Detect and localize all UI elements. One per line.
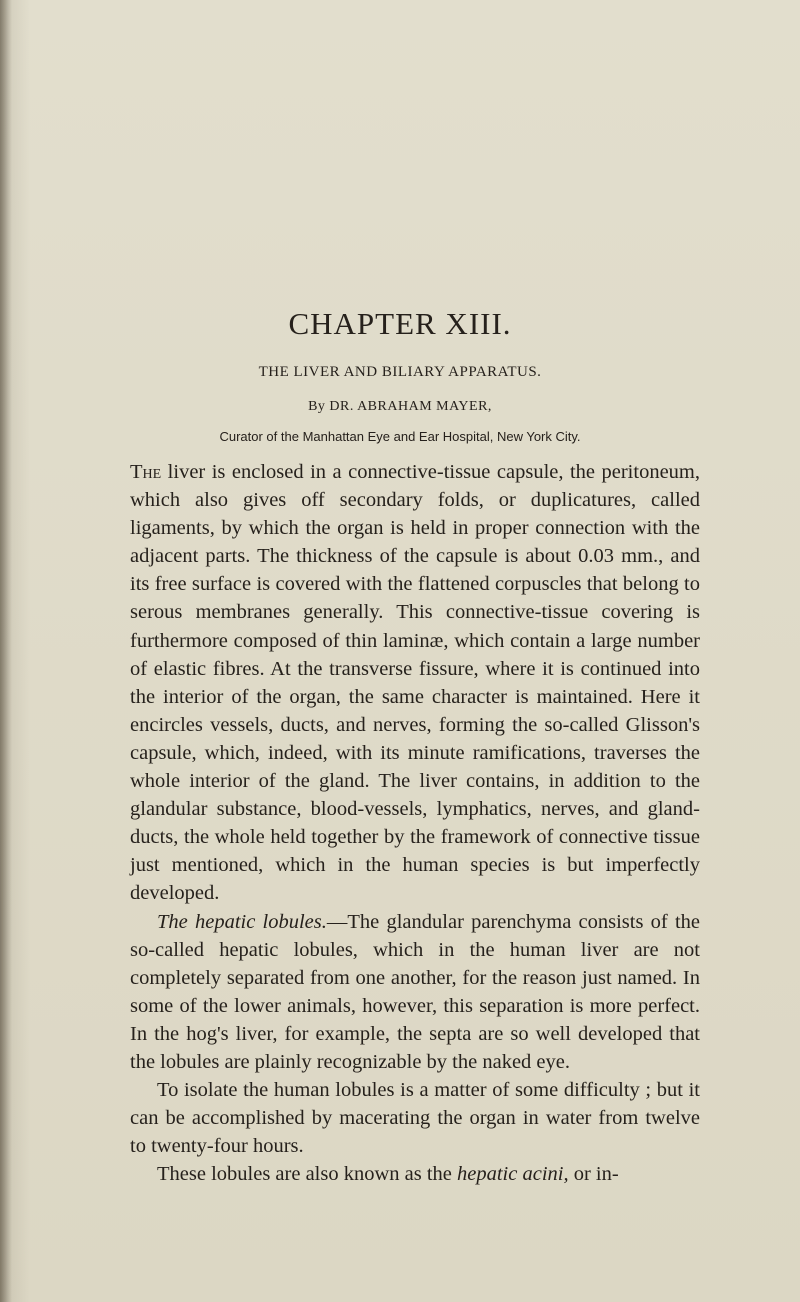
paragraph-acini-start: These lobules are also known as the bbox=[157, 1163, 452, 1186]
run-in-heading: The hepatic lobules. bbox=[157, 910, 327, 933]
author-byline: By DR. ABRAHAM MAYER, bbox=[308, 399, 492, 414]
paragraph-acini-end: or in- bbox=[573, 1163, 619, 1186]
term-hepatic-acini: hepatic acini, bbox=[457, 1163, 569, 1186]
paragraph-isolation: To isolate the human lobules is a matter of some difficulty ; but it can be accomplished by macerating the organ in water from twelve to twenty-four hours. bbox=[130, 1079, 700, 1158]
paragraph-hepatic-lobules bbox=[130, 908, 700, 1077]
body-text bbox=[130, 458, 700, 1188]
author-affiliation: Curator of the Manhattan Eye and Ear Hospital, New York City. bbox=[219, 429, 581, 444]
chapter-title: CHAPTER XIII. bbox=[288, 306, 512, 341]
paragraph-acini bbox=[130, 1160, 700, 1188]
spine-shadow bbox=[0, 0, 12, 1302]
paragraph-intro bbox=[130, 458, 700, 908]
paragraph-hepatic-lobules-text: —The glandular parenchyma consists of the so-called hepatic lobules, which in the human liver are not completely separated from one another, for the reason just named. In some of the lower animals, however, this separation is more perfect. In the hog's liver, for example, the septa are so well developed that the lobules are plainly recognizable by the naked eye. bbox=[130, 910, 701, 1073]
section-title: THE LIVER AND BILIARY APPARATUS. bbox=[258, 364, 542, 380]
paragraph-lead-word: The bbox=[130, 461, 162, 483]
paragraph-intro-text: liver is enclosed in a connective-tissue capsule, the peritoneum, which also gives off secondary folds, or duplicatures, called ligaments, by which the organ is held in proper connection with the adjacent parts. The thickness of the capsule is about 0.03 mm., and its free surface is covered with the flattened corpuscles that belong to serous membranes generally. This connective-tissue covering is furthermore composed of thin laminæ, which contain a large number of elastic fibres. At the transverse fissure, where it is continued into the interior of the organ, the same character is maintained. Here it encircles vessels, ducts, and nerves, forming the so-called Glisson's capsule, which, indeed, with its minute ramifications, traverses the whole interior of the gland. The liver contains, in addition to the glandular substance, blood-vessels, lymphatics, nerves, and gland-ducts, the whole held together by the framework of connective tissue just mentioned, which in the human species is but imperfectly developed. bbox=[130, 461, 700, 905]
